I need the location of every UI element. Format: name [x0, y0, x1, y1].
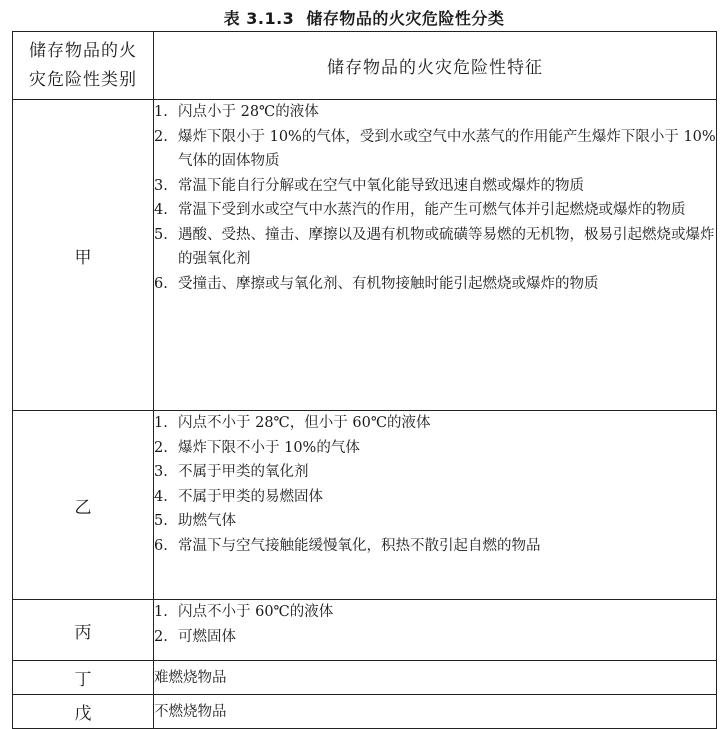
item-text: 受撞击、摩擦或与氧化剂、有机物接触时能引起燃烧或爆炸的物质 — [178, 275, 599, 292]
list-item — [154, 272, 716, 297]
table-row — [13, 695, 717, 729]
list-item — [154, 600, 716, 625]
characteristics-cell: 难燃烧物品 — [154, 661, 717, 695]
category-cell: 甲 — [13, 100, 154, 411]
characteristics-cell: 不燃烧物品 — [154, 695, 717, 729]
list-item — [154, 174, 716, 199]
table-row — [13, 100, 717, 411]
fire-hazard-classification-table — [12, 31, 717, 729]
list-item — [154, 125, 716, 174]
item-text: 爆炸下限小于 10%的气体，受到水或空气中水蒸气的作用能产生爆炸下限小于 10%气体的固体物质 — [178, 128, 716, 169]
table-row — [13, 600, 717, 661]
item-number: 6. — [154, 275, 168, 292]
category-cell: 戊 — [13, 695, 154, 729]
item-number: 4. — [154, 488, 168, 505]
list-item — [154, 485, 716, 510]
item-number: 3. — [154, 464, 168, 480]
header-category-line1: 储存物品的火 — [29, 40, 137, 61]
item-number: 2. — [154, 439, 168, 456]
item-text: 不属于甲类的易燃固体 — [178, 488, 323, 505]
header-category — [13, 32, 154, 100]
list-item — [154, 509, 716, 534]
list-item — [154, 198, 716, 223]
table-title: 储存物品的火灾危险性分类 — [306, 9, 505, 28]
list-item — [154, 436, 716, 461]
table-row — [13, 411, 717, 600]
item-text: 助燃气体 — [178, 513, 236, 529]
item-text: 爆炸下限不小于 10%的气体 — [178, 439, 360, 456]
category-cell: 乙 — [13, 411, 154, 600]
item-text: 闪点不小于 60℃的液体 — [178, 604, 334, 620]
item-number: 1. — [154, 415, 168, 431]
header-row — [13, 32, 717, 100]
item-number: 4. — [154, 202, 168, 218]
item-number: 6. — [154, 537, 168, 554]
list-item — [154, 411, 716, 436]
header-characteristics: 储存物品的火灾危险性特征 — [154, 32, 717, 100]
item-text: 遇酸、受热、撞击、摩擦以及遇有机物或硫磺等易燃的无机物，极易引起燃烧或爆炸的强氧化剂 — [178, 226, 715, 267]
item-number: 3. — [154, 177, 168, 194]
characteristics-cell — [154, 600, 717, 661]
item-text: 常温下受到水或空气中水蒸汽的作用，能产生可燃气体并引起燃烧或爆炸的物质 — [178, 202, 686, 218]
list-item — [154, 625, 716, 650]
item-text: 常温下能自行分解或在空气中氧化能导致迅速自燃或爆炸的物质 — [178, 177, 584, 194]
header-category-line2: 灾危险性类别 — [29, 69, 137, 90]
item-number: 5. — [154, 226, 168, 243]
item-text: 常温下与空气接触能缓慢氧化，积热不散引起自燃的物品 — [178, 537, 541, 554]
item-text: 可燃固体 — [178, 628, 236, 645]
item-text: 闪点小于 28℃的液体 — [178, 104, 319, 120]
list-item — [154, 100, 716, 125]
characteristics-cell — [154, 100, 717, 411]
list-item — [154, 534, 716, 559]
item-number: 1. — [154, 104, 168, 120]
category-cell: 丁 — [13, 661, 154, 695]
table-number: 表 3.1.3 — [223, 9, 295, 28]
table-caption — [0, 6, 728, 29]
item-number: 2. — [154, 128, 168, 145]
item-number: 5. — [154, 513, 168, 529]
category-cell: 丙 — [13, 600, 154, 661]
list-item — [154, 460, 716, 485]
list-item — [154, 223, 716, 272]
characteristics-cell — [154, 411, 717, 600]
table-row — [13, 661, 717, 695]
item-number: 2. — [154, 628, 168, 645]
item-number: 1. — [154, 604, 168, 620]
item-text: 闪点不小于 28℃，但小于 60℃的液体 — [178, 415, 431, 431]
item-text: 不属于甲类的氧化剂 — [178, 464, 309, 480]
